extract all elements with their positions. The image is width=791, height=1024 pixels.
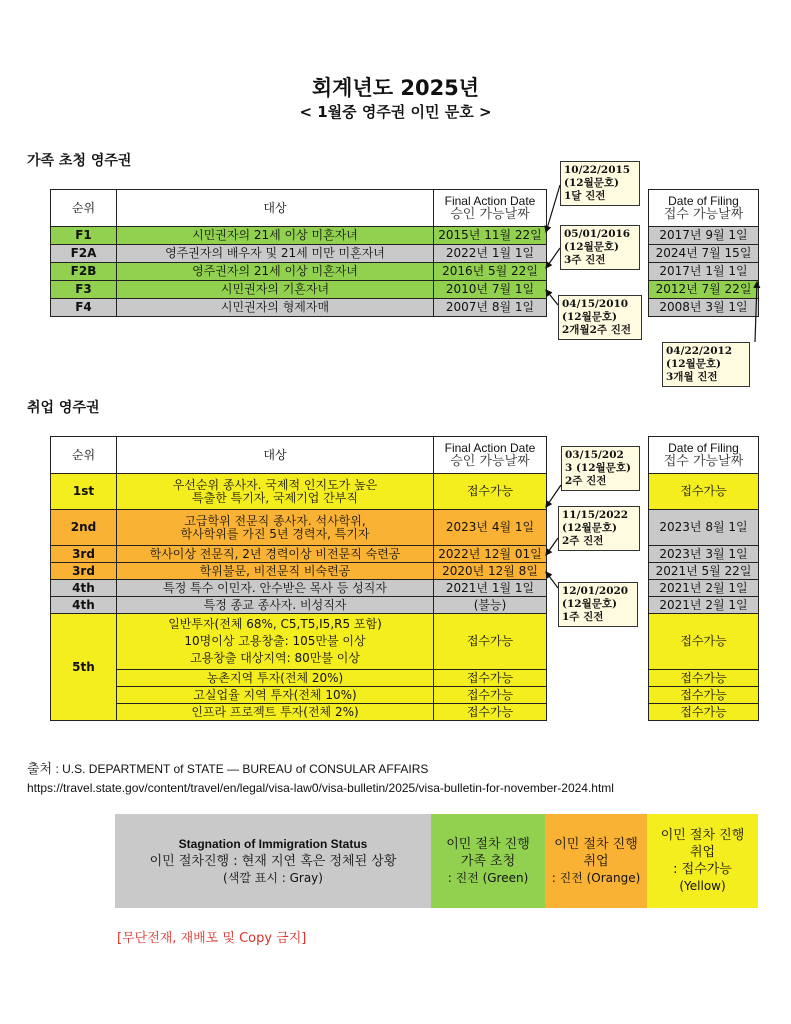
- header-final: Final Action Date 승인 가능날짜: [434, 437, 547, 474]
- arrow-f1: [546, 185, 560, 232]
- source-label: 출처: [27, 762, 53, 777]
- table-row: F2B 영주권자의 21세 이상 미혼자녀 2016년 5월 22일 2017년 1월 1일: [51, 263, 759, 281]
- header-target: 대상: [117, 190, 434, 227]
- callout-f2b: 05/01/2016 (12월문호) 3주 진전: [560, 225, 640, 270]
- callout-1st-2nd: 03/15/202 3 (12월문호) 2주 진전: [561, 446, 640, 491]
- header-rank: 순위: [51, 437, 117, 474]
- callout-f1: 10/22/2015 (12월문호) 1달 진전: [560, 161, 640, 206]
- table-row: 3rd 학위불문, 비전문직 비숙련공 2020년 12월 8일 2021년 5월 22일: [51, 563, 759, 580]
- source-url[interactable]: https://travel.state.gov/content/travel/en/legal/visa-law0/visa-bulletin/2025/visa-bulletin-for-november-2024.html: [27, 781, 614, 795]
- header-final: Final Action Date 승인 가능날짜: [434, 190, 547, 227]
- table-row: 농촌지역 투자(전체 20%) 접수가능 접수가능: [51, 670, 759, 687]
- table-row: 5th 일반투자(전체 68%, C5,T5,I5,R5 포함) 10명이상 고용창출: 105만불 이상 고용창출 대상지역: 80만불 이상 접수가능 접수가능: [51, 614, 759, 670]
- arrow-f3: [546, 290, 558, 305]
- copyright-notice: [무단전재, 재배포 및 Copy 금지]: [117, 931, 307, 946]
- table-row: F3 시민권자의 기혼자녀 2010년 7월 1일 2012년 7월 22일: [51, 281, 759, 299]
- source-agency: : U.S. DEPARTMENT of STATE — BUREAU of CONSULAR AFFAIRS: [52, 762, 429, 776]
- legend-gray: Stagnation of Immigration Status 이민 절차진행 : 현재 지연 혹은 정체된 상황 (색깔 표시 : Gray): [115, 814, 431, 908]
- table-row: F4 시민권자의 형제자매 2007년 8월 1일 2008년 3월 1일: [51, 299, 759, 317]
- arrow-f2b: [546, 248, 560, 268]
- legend-green: 이민 절차 진행 가족 초청 : 진전 (Green): [431, 814, 545, 908]
- employment-section-title: 취업 영주권: [27, 400, 100, 416]
- table-row: 4th 특정 종교 종사자. 비성직자 (불능) 2021년 2월 1일: [51, 597, 759, 614]
- page-subtitle: < 1월중 영주권 이민 문호 >: [299, 103, 492, 121]
- callout-3rd-skilled: 11/15/2022 (12월문호) 2주 진전: [558, 506, 640, 551]
- table-row: F1 시민권자의 21세 이상 미혼자녀 2015년 11월 22일 2017년 9월 1일: [51, 227, 759, 245]
- table-row: 1st 우선순위 종사자. 국제적 인지도가 높은 특출한 특기자, 국제기업 간부직 접수가능 접수가능: [51, 474, 759, 510]
- header-rank: 순위: [51, 190, 117, 227]
- callout-f3: 04/15/2010 (12월문호) 2개월2주 진전: [558, 295, 642, 340]
- header-filing: Date of Filing 접수 가능날짜: [649, 190, 759, 227]
- table-row: 인프라 프로젝트 투자(전체 2%) 접수가능 접수가능: [51, 704, 759, 721]
- table-row: 고실업율 지역 투자(전체 10%) 접수가능 접수가능: [51, 687, 759, 704]
- arrow-3rd-skilled: [546, 538, 558, 555]
- page-title: 회계년도 2025년: [311, 76, 480, 100]
- arrow-3rd-unskilled: [546, 572, 558, 588]
- legend-yellow: 이민 절차 진행 취업 : 접수가능 (Yellow): [647, 814, 758, 908]
- callout-3rd-unskilled: 12/01/2020 (12월문호) 1주 진전: [558, 582, 638, 627]
- arrow-f3-filing: [755, 282, 757, 342]
- callout-f3-filing: 04/22/2012 (12월문호) 3개월 진전: [662, 342, 750, 387]
- family-section-title: 가족 초청 영주권: [27, 153, 132, 169]
- header-filing: Date of Filing 접수 가능날짜: [649, 437, 759, 474]
- header-target: 대상: [117, 437, 434, 474]
- arrow-2nd: [546, 485, 561, 507]
- table-row: 4th 특정 특수 이민자. 안수받은 목사 등 성직자 2021년 1월 1일 2021년 2월 1일: [51, 580, 759, 597]
- table-row: 2nd 고급학위 전문직 종사자. 석사학위, 학사학위를 가진 5년 경력자, 특기자 2023년 4월 1일 2023년 8월 1일: [51, 510, 759, 546]
- legend-orange: 이민 절차 진행 취업 : 진전 (Orange): [545, 814, 647, 908]
- table-row: F2A 영주권자의 배우자 및 21세 미만 미혼자녀 2022년 1월 1일 2024년 7월 15일: [51, 245, 759, 263]
- table-row: 3rd 학사이상 전문직, 2년 경력이상 비전문직 숙련공 2022년 12월 01일 2023년 3월 1일: [51, 546, 759, 563]
- source-line: [27, 758, 428, 777]
